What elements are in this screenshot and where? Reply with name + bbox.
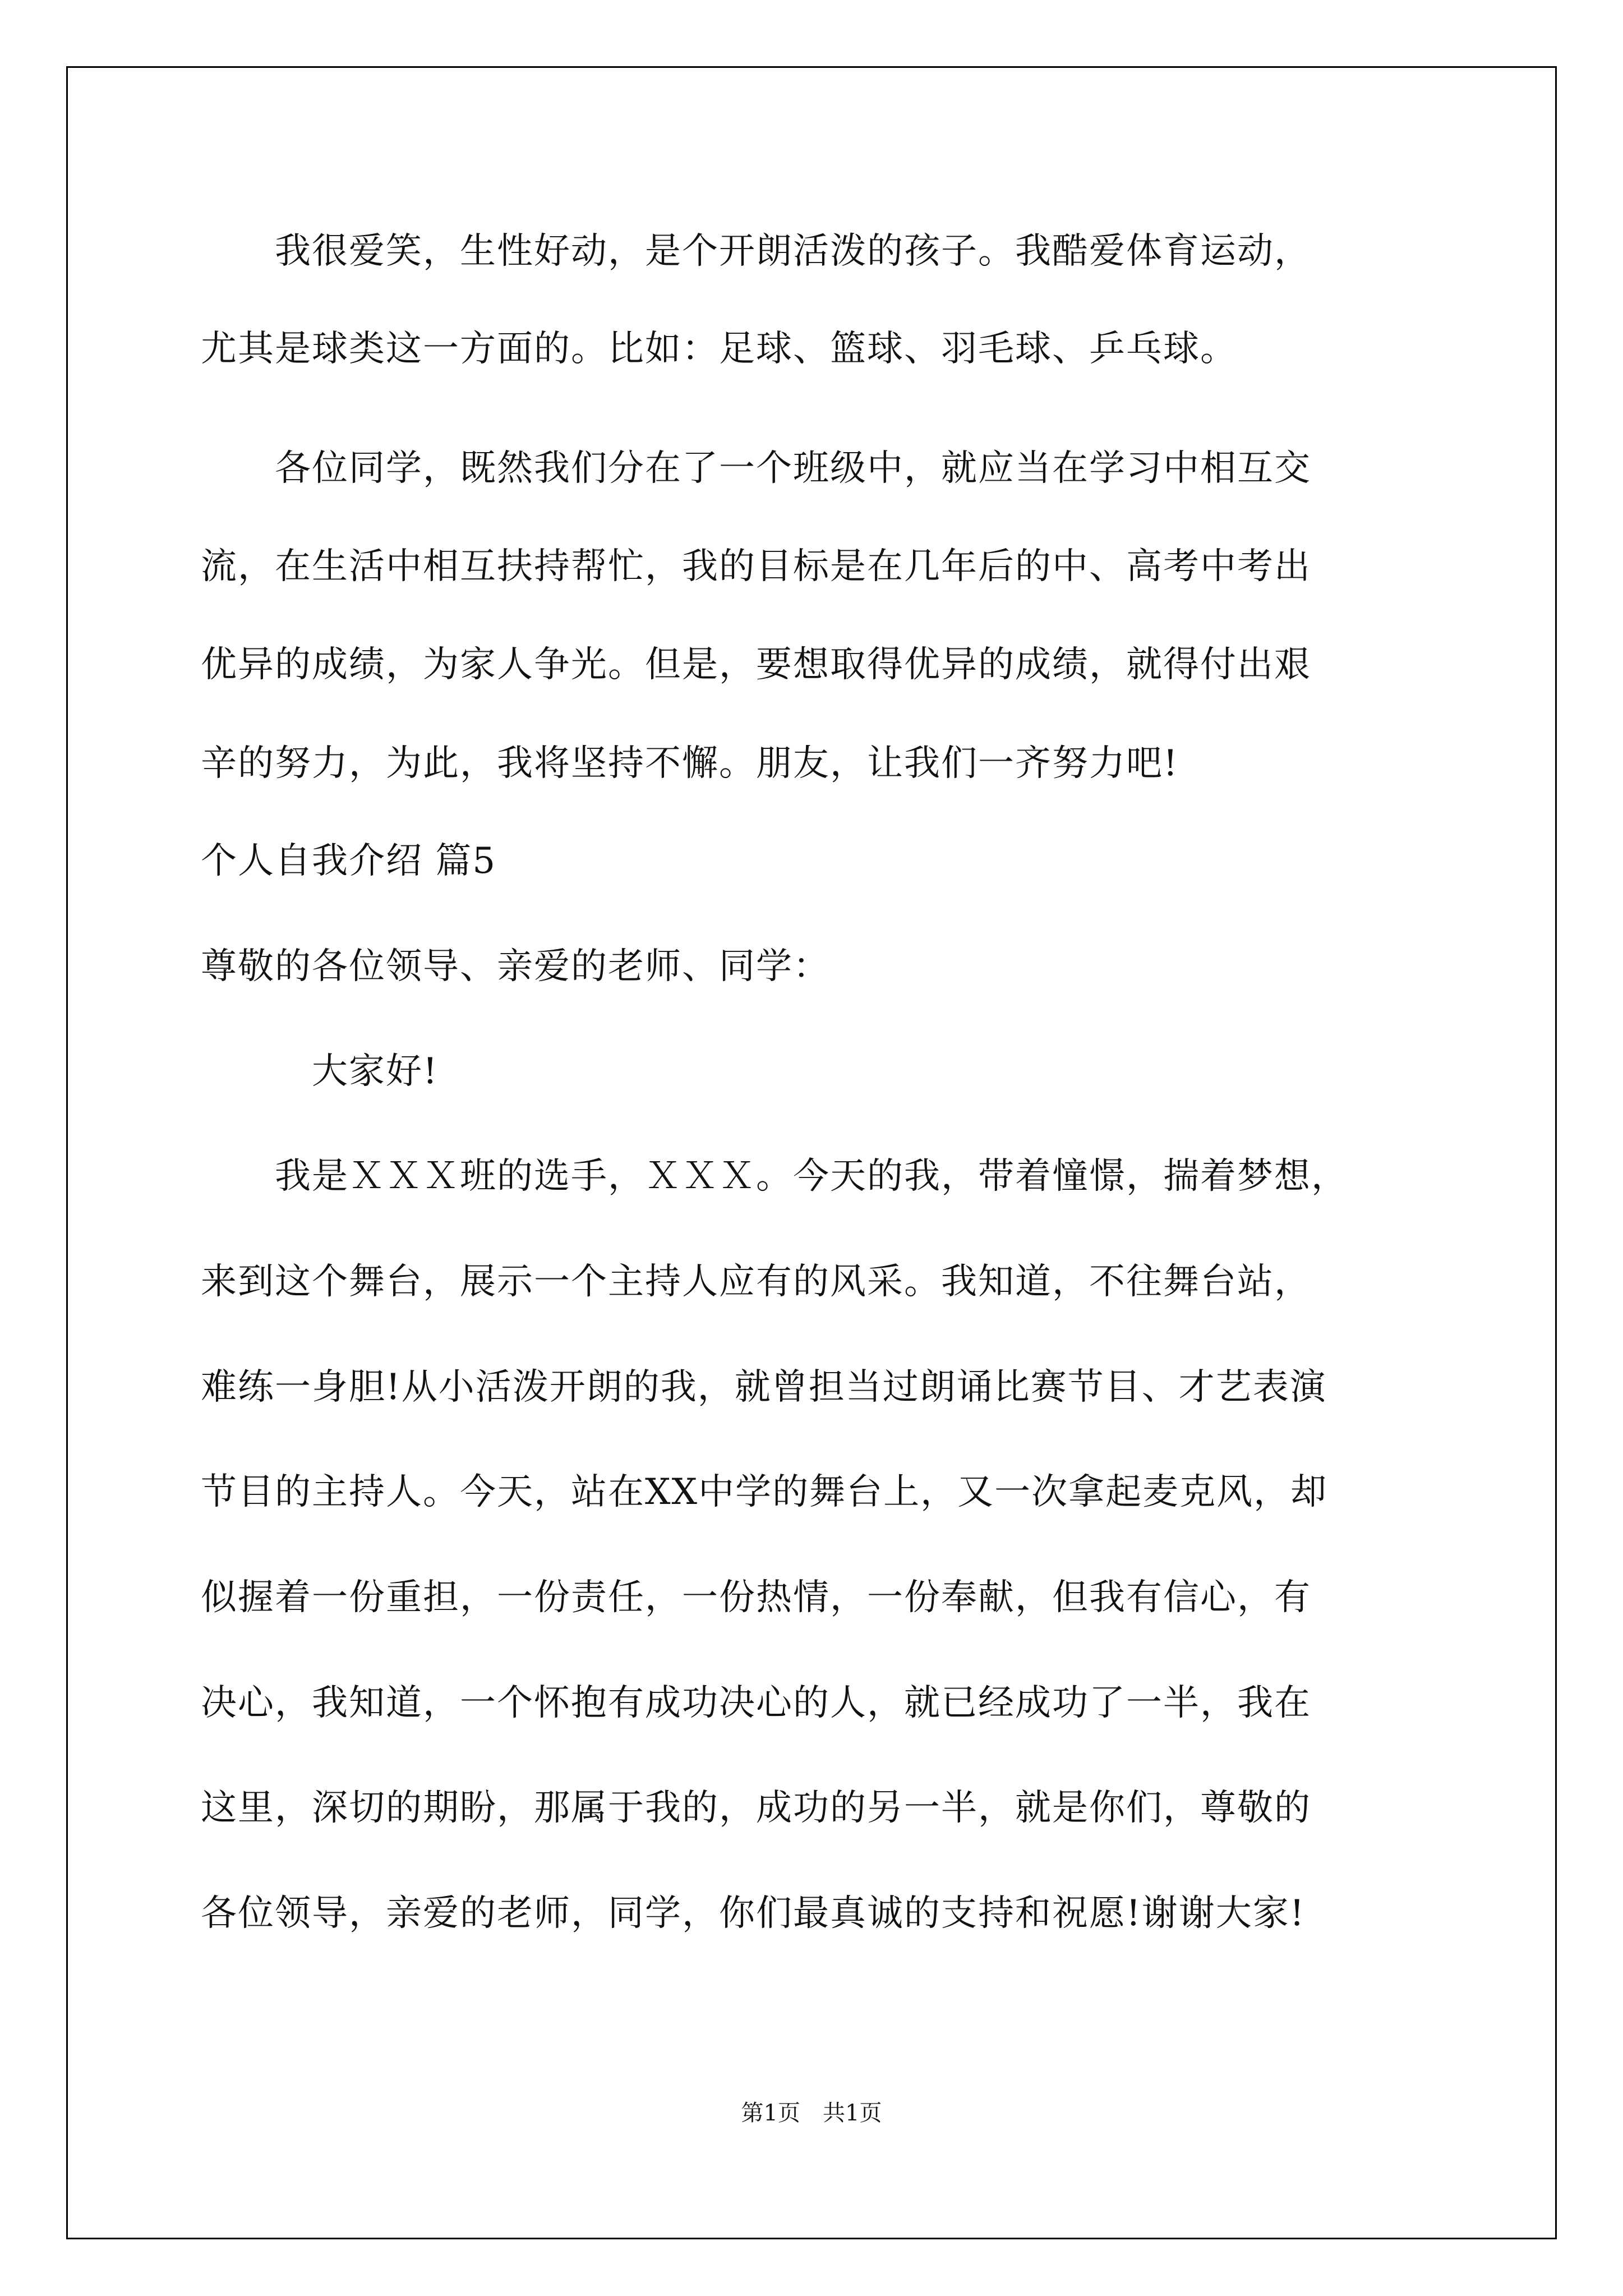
paragraph-line: 这里，深切的期盼，那属于我的，成功的另一半，就是你们，尊敬的 xyxy=(201,1787,1311,1829)
paragraph-line: 流，在生活中相互扶持帮忙，我的目标是在几年后的中、高考中考出 xyxy=(201,546,1311,587)
paragraph-line: 优异的成绩，为家人争光。但是，要想取得优异的成绩，就得付出艰 xyxy=(201,644,1311,685)
paragraph-line: 节目的主持人。今天，站在XX中学的舞台上，又一次拿起麦克风，却 xyxy=(201,1471,1328,1513)
paragraph-line: 来到这个舞台，展示一个主持人应有的风采。我知道，不往舞台站， xyxy=(201,1261,1311,1303)
greeting: 大家好! xyxy=(201,1051,439,1092)
paragraph-line: 我很爱笑，生性好动，是个开朗活泼的孩子。我酷爱体育运动， xyxy=(201,231,1311,272)
page-footer: 第1页 共1页 xyxy=(741,2100,882,2126)
paragraph-line: 辛的努力，为此，我将坚持不懈。朋友，让我们一齐努力吧! xyxy=(201,743,1179,784)
paragraph-line: 尤其是球类这一方面的。比如：足球、篮球、羽毛球、乒乓球。 xyxy=(201,328,1237,370)
salutation: 尊敬的各位领导、亲爱的老师、同学： xyxy=(201,946,830,987)
paragraph-line: 各位同学，既然我们分在了一个班级中，就应当在学习中相互交 xyxy=(201,448,1311,489)
paragraph-line: 似握着一份重担，一份责任，一份热情，一份奉献，但我有信心，有 xyxy=(201,1577,1311,1618)
paragraph-line: 决心，我知道，一个怀抱有成功决心的人，就已经成功了一半，我在 xyxy=(201,1682,1311,1724)
paragraph-line: 我是ＸＸＸ班的选手，ＸＸＸ。今天的我，带着憧憬，揣着梦想， xyxy=(201,1156,1348,1197)
paragraph-line: 难练一身胆!从小活泼开朗的我，就曾担当过朗诵比赛节目、才艺表演 xyxy=(201,1366,1327,1408)
paragraph-line: 各位领导，亲爱的老师，同学，你们最真诚的支持和祝愿!谢谢大家! xyxy=(201,1893,1306,1934)
section-heading: 个人自我介绍 篇5 xyxy=(201,840,497,882)
